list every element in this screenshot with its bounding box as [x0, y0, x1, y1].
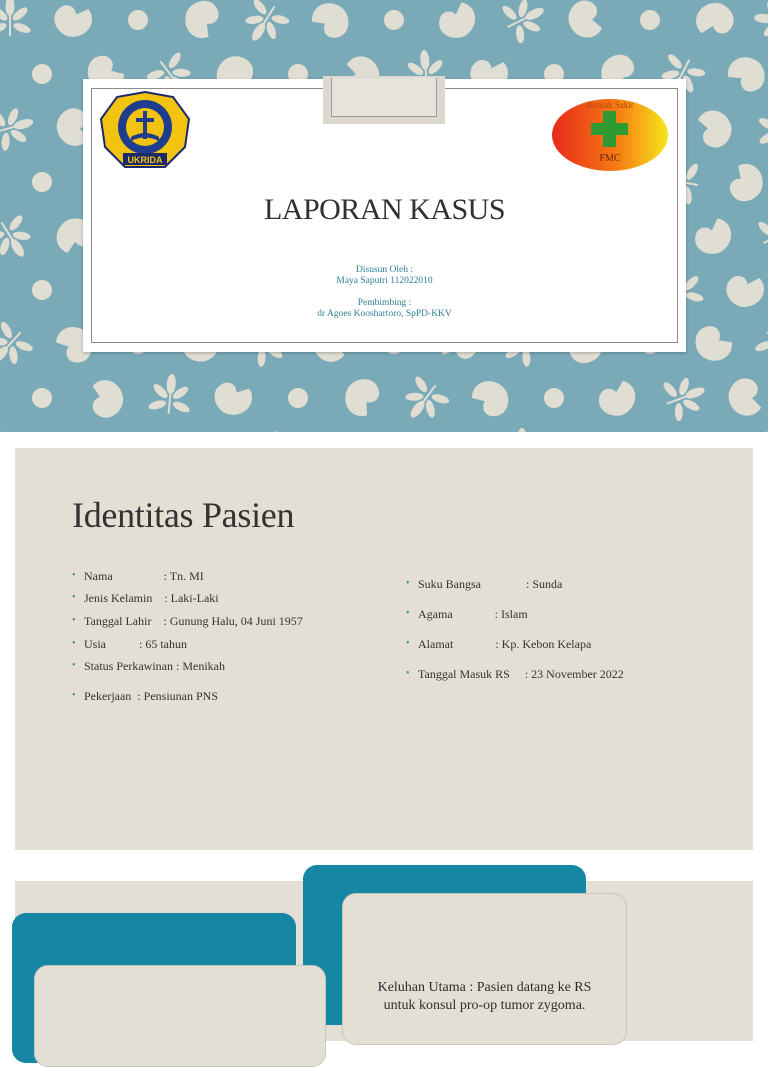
- pattern-motif: [689, 0, 739, 46]
- chief-complaint-text: Keluhan Utama : Pasien datang ke RS untuk konsul pro-op tumor zygoma.: [377, 980, 592, 1013]
- list-item: • Agama : Islam: [406, 607, 528, 621]
- pattern-motif: [433, 428, 483, 432]
- pattern-motif: [0, 422, 34, 432]
- pattern-motif: [126, 8, 151, 33]
- pattern-motif: [0, 318, 37, 377]
- rs-logo-top-text: Rumah Sakit: [586, 100, 634, 110]
- pattern-motif: [752, 101, 768, 148]
- pattern-motif: [0, 100, 39, 153]
- list-item: • Suku Bangsa : Sunda: [406, 577, 563, 591]
- pattern-motif: [560, 427, 610, 432]
- pattern-motif: [694, 324, 733, 362]
- pattern-motif: [659, 369, 712, 424]
- complaint-slide: [15, 881, 753, 1041]
- slide-title: LAPORAN KASUS: [263, 193, 506, 226]
- pattern-motif: [394, 372, 453, 430]
- list-item: • Tanggal Masuk RS : 23 November 2022: [406, 667, 624, 681]
- list-item: • Tanggal Lahir : Gunung Halu, 04 Juni 1957: [72, 614, 303, 628]
- pattern-motif: [29, 169, 55, 195]
- pattern-motif: [692, 428, 738, 432]
- pattern-motif: [693, 215, 734, 257]
- pattern-motif: [722, 158, 768, 206]
- pattern-motif: [562, 0, 610, 43]
- pattern-motif: [595, 376, 639, 421]
- pattern-motif: [48, 0, 98, 44]
- pattern-motif: [80, 373, 130, 423]
- advisor-name: dr Agoes Kooshartoro, SpPD-KKV: [317, 309, 452, 319]
- pattern-motif: [500, 428, 544, 432]
- rs-logo-bottom-text: FMC: [599, 153, 621, 164]
- pattern-motif: [0, 0, 32, 36]
- advisor-label: Pembimbing :: [357, 298, 412, 308]
- list-item: • Status Perkawinan : Menikah: [72, 659, 225, 673]
- list-item: • Alamat : Kp. Kebon Kelapa: [406, 637, 592, 651]
- pattern-motif: [380, 6, 408, 34]
- rs-fmc-logo: [551, 97, 669, 173]
- ukrida-logo: [97, 89, 193, 173]
- pattern-motif: [754, 206, 768, 263]
- pattern-motif: [311, 2, 350, 40]
- pattern-motif: [28, 60, 56, 88]
- pattern-motif: [722, 373, 768, 422]
- list-item: • Usia : 65 tahun: [72, 637, 187, 651]
- pattern-motif: [235, 0, 293, 52]
- complaint-card: [342, 893, 627, 1045]
- pattern-motif: [751, 318, 768, 377]
- pattern-motif: [498, 0, 553, 47]
- pattern-motif: [53, 431, 94, 432]
- list-item: • Pekerjaan : Pensiunan PNS: [72, 689, 218, 703]
- composed-label: Disusun Oleh :: [356, 265, 413, 275]
- pattern-motif: [308, 429, 354, 432]
- pattern-motif: [239, 427, 297, 432]
- pattern-motif: [472, 381, 508, 416]
- pattern-motif: [31, 279, 53, 301]
- pattern-motif: [147, 372, 194, 416]
- pattern-motif: [180, 0, 226, 43]
- pattern-motif: [720, 264, 768, 314]
- ukrida-logo-text: UKRIDA: [127, 155, 163, 165]
- author-name: Maya Saputri 112022010: [336, 276, 433, 286]
- pattern-motif: [0, 211, 41, 268]
- pattern-motif: [437, 0, 478, 41]
- title-card: [83, 79, 686, 352]
- pattern-motif: [341, 375, 385, 420]
- pattern-motif: [690, 105, 738, 153]
- pattern-motif: [752, 0, 768, 43]
- pattern-motif: [540, 384, 568, 412]
- pattern-motif: [747, 427, 768, 432]
- pattern-motif: [209, 373, 258, 422]
- card-tab: [323, 76, 445, 124]
- content-card: [34, 965, 326, 1067]
- pattern-motif: [30, 386, 53, 409]
- pattern-motif: [285, 385, 311, 411]
- pattern-motif: [638, 8, 661, 31]
- list-item: • Nama : Tn. MI: [72, 569, 204, 583]
- patient-identity-slide: [15, 448, 753, 850]
- list-item: • Jenis Kelamin : Laki-Laki: [72, 591, 219, 605]
- section-heading: Identitas Pasien: [72, 495, 295, 535]
- title-slide: [0, 0, 768, 432]
- pattern-motif: [725, 54, 767, 95]
